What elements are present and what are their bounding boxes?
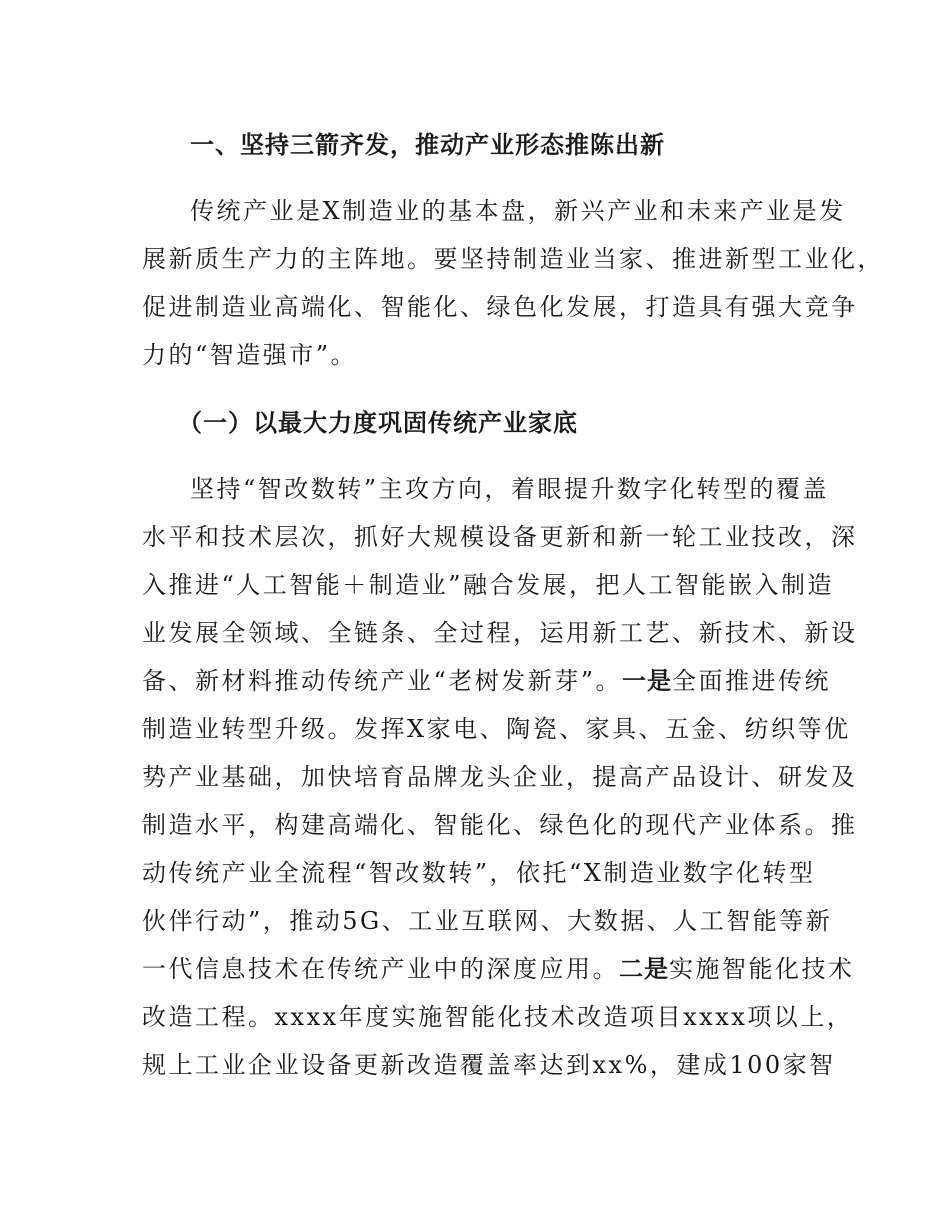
line-text: 全面推进传统: [672, 667, 832, 695]
line-text: 实施智能化技术: [669, 955, 855, 983]
paragraph-line: 水平和技术层次，抓好大规模设备更新和新一轮工业技改，深: [142, 523, 858, 551]
paragraph-line: 制造业转型升级。发挥X家电、陶瓷、家具、五金、纺织等优: [142, 715, 851, 743]
paragraph-line: 势产业基础，加快培育品牌龙头企业，提高产品设计、研发及: [142, 763, 858, 791]
paragraph-line: 业发展全领域、全链条、全过程，运用新工艺、新技术、新设: [142, 619, 858, 647]
paragraph-line: 入推进“人工智能＋制造业”融合发展，把人工智能嵌入制造: [142, 571, 835, 599]
section-heading-1: 一、坚持三箭齐发，推动产业形态推陈出新: [190, 131, 665, 159]
paragraph-line: [142, 665, 831, 697]
paragraph-line: [142, 953, 855, 985]
paragraph-line: 伙伴行动”，推动5G、工业互联网、大数据、人工智能等新: [142, 907, 833, 935]
paragraph-line: 动传统产业全流程“智改数转”，依托“X制造业数字化转型: [142, 859, 816, 887]
emphasis-marker: 一是: [622, 667, 673, 695]
paragraph-line: 促进制造业高端化、智能化、绿色化发展，打造具有强大竞争: [142, 293, 858, 321]
paragraph-line: 制造水平，构建高端化、智能化、绿色化的现代产业体系。推: [142, 811, 858, 839]
paragraph-line: 展新质生产力的主阵地。要坚持制造业当家、推进新型工业化，: [142, 245, 884, 273]
paragraph-line: 规上工业企业设备更新改造覆盖率达到xx%，建成100家智: [142, 1051, 836, 1079]
line-text: 备、新材料推动传统产业“老树发新芽”。: [142, 667, 623, 695]
paragraph-line: 传统产业是X制造业的基本盘，新兴产业和未来产业是发: [190, 197, 846, 225]
paragraph-line: 力的“智造强市”。: [142, 341, 358, 369]
subsection-heading-1: （一）以最大力度巩固传统产业家底: [178, 409, 578, 437]
emphasis-marker: 二是: [619, 955, 669, 983]
paragraph-line: 改造工程。xxxx年度实施智能化技术改造项目xxxx项以上，: [142, 1003, 854, 1031]
paragraph-line: 坚持“智改数转”主攻方向，着眼提升数字化转型的覆盖: [190, 475, 830, 503]
line-text: 一代信息技术在传统产业中的深度应用。: [142, 955, 619, 983]
